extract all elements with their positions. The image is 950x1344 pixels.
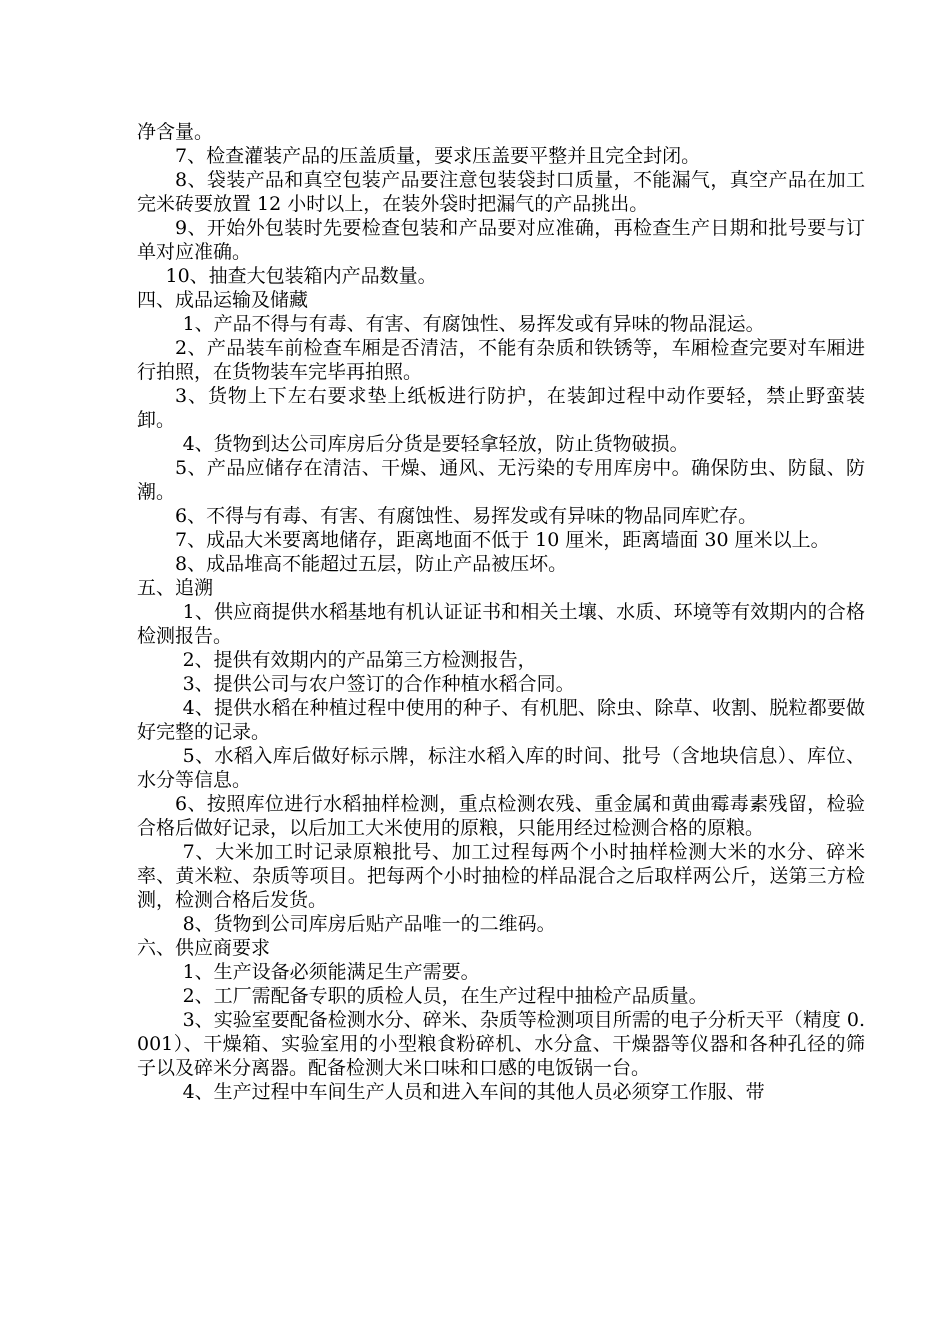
- paragraph: 8、袋装产品和真空包装产品要注意包装袋封口质量，不能漏气，真空产品在加工完米砖要放置 12 小时以上，在装外袋时把漏气的产品挑出。: [137, 169, 865, 215]
- paragraph: 4、货物到达公司库房后分货是要轻拿轻放，防止货物破损。: [182, 433, 689, 455]
- paragraph: 10、抽查大包装箱内产品数量。: [165, 265, 437, 287]
- paragraph: 7、检查灌装产品的压盖质量，要求压盖要平整并且完全封闭。: [175, 145, 701, 167]
- paragraph: 9、开始外包装时先要检查包装和产品要对应准确，再检查生产日期和批号要与订单对应准确。: [137, 217, 865, 263]
- paragraph: 5、产品应储存在清洁、干燥、通风、无污染的专用库房中。确保防虫、防鼠、防潮。: [137, 457, 865, 503]
- section-heading: 四、成品运输及储藏: [137, 289, 309, 311]
- paragraph: 3、货物上下左右要求垫上纸板进行防护，在装卸过程中动作要轻，禁止野蛮装卸。: [137, 385, 865, 431]
- paragraph: 7、大米加工时记录原粮批号、加工过程每两个小时抽样检测大米的水分、碎米率、黄米粒、杂质等项目。把每两个小时抽检的样品混合之后取样两公斤，送第三方检测，检测合格后发货。: [137, 841, 865, 911]
- paragraph: 8、成品堆高不能超过五层，防止产品被压坏。: [175, 553, 568, 575]
- document-body: [137, 120, 865, 1104]
- section-heading: 五、追溯: [137, 577, 214, 599]
- paragraph: 净含量。: [137, 121, 214, 143]
- paragraph: 1、产品不得与有毒、有害、有腐蚀性、易挥发或有异味的物品混运。: [182, 313, 765, 335]
- paragraph: 2、产品装车前检查车厢是否清洁，不能有杂质和铁锈等，车厢检查完要对车厢进行拍照，在货物装车完毕再拍照。: [137, 337, 865, 383]
- paragraph: 4、生产过程中车间生产人员和进入车间的其他人员必须穿工作服、带: [182, 1081, 765, 1103]
- paragraph: 2、提供有效期内的产品第三方检测报告，: [182, 649, 537, 671]
- paragraph: 1、供应商提供水稻基地有机认证证书和相关土壤、水质、环境等有效期内的合格检测报告。: [137, 601, 865, 647]
- paragraph: 1、生产设备必须能满足生产需要。: [182, 961, 480, 983]
- paragraph: 3、实验室要配备检测水分、碎米、杂质等检测项目所需的电子分析天平（精度 0.001）、干燥箱、实验室用的小型粮食粉碎机、水分盒、干燥器等仪器和各种孔径的筛子以及碎米分离器。配备检测大米口味和口感的电饭锅一台。: [137, 1009, 865, 1079]
- paragraph: 2、工厂需配备专职的质检人员，在生产过程中抽检产品质量。: [182, 985, 708, 1007]
- paragraph: 4、提供水稻在种植过程中使用的种子、有机肥、除虫、除草、收割、脱粒都要做好完整的记录。: [137, 697, 865, 743]
- paragraph: 3、提供公司与农户签订的合作种植水稻合同。: [182, 673, 575, 695]
- paragraph: 6、按照库位进行水稻抽样检测，重点检测农残、重金属和黄曲霉毒素残留，检验合格后做好记录，以后加工大米使用的原粮，只能用经过检测合格的原粮。: [137, 793, 865, 839]
- paragraph: 7、成品大米要离地储存，距离地面不低于 10 厘米，距离墙面 30 厘米以上。: [175, 529, 830, 551]
- paragraph: 6、不得与有毒、有害、有腐蚀性、易挥发或有异味的物品同库贮存。: [175, 505, 758, 527]
- section-heading: 六、供应商要求: [137, 937, 271, 959]
- paragraph: 8、货物到公司库房后贴产品唯一的二维码。: [182, 913, 556, 935]
- paragraph: 5、水稻入库后做好标示牌，标注水稻入库的时间、批号（含地块信息）、库位、水分等信息。: [137, 745, 865, 791]
